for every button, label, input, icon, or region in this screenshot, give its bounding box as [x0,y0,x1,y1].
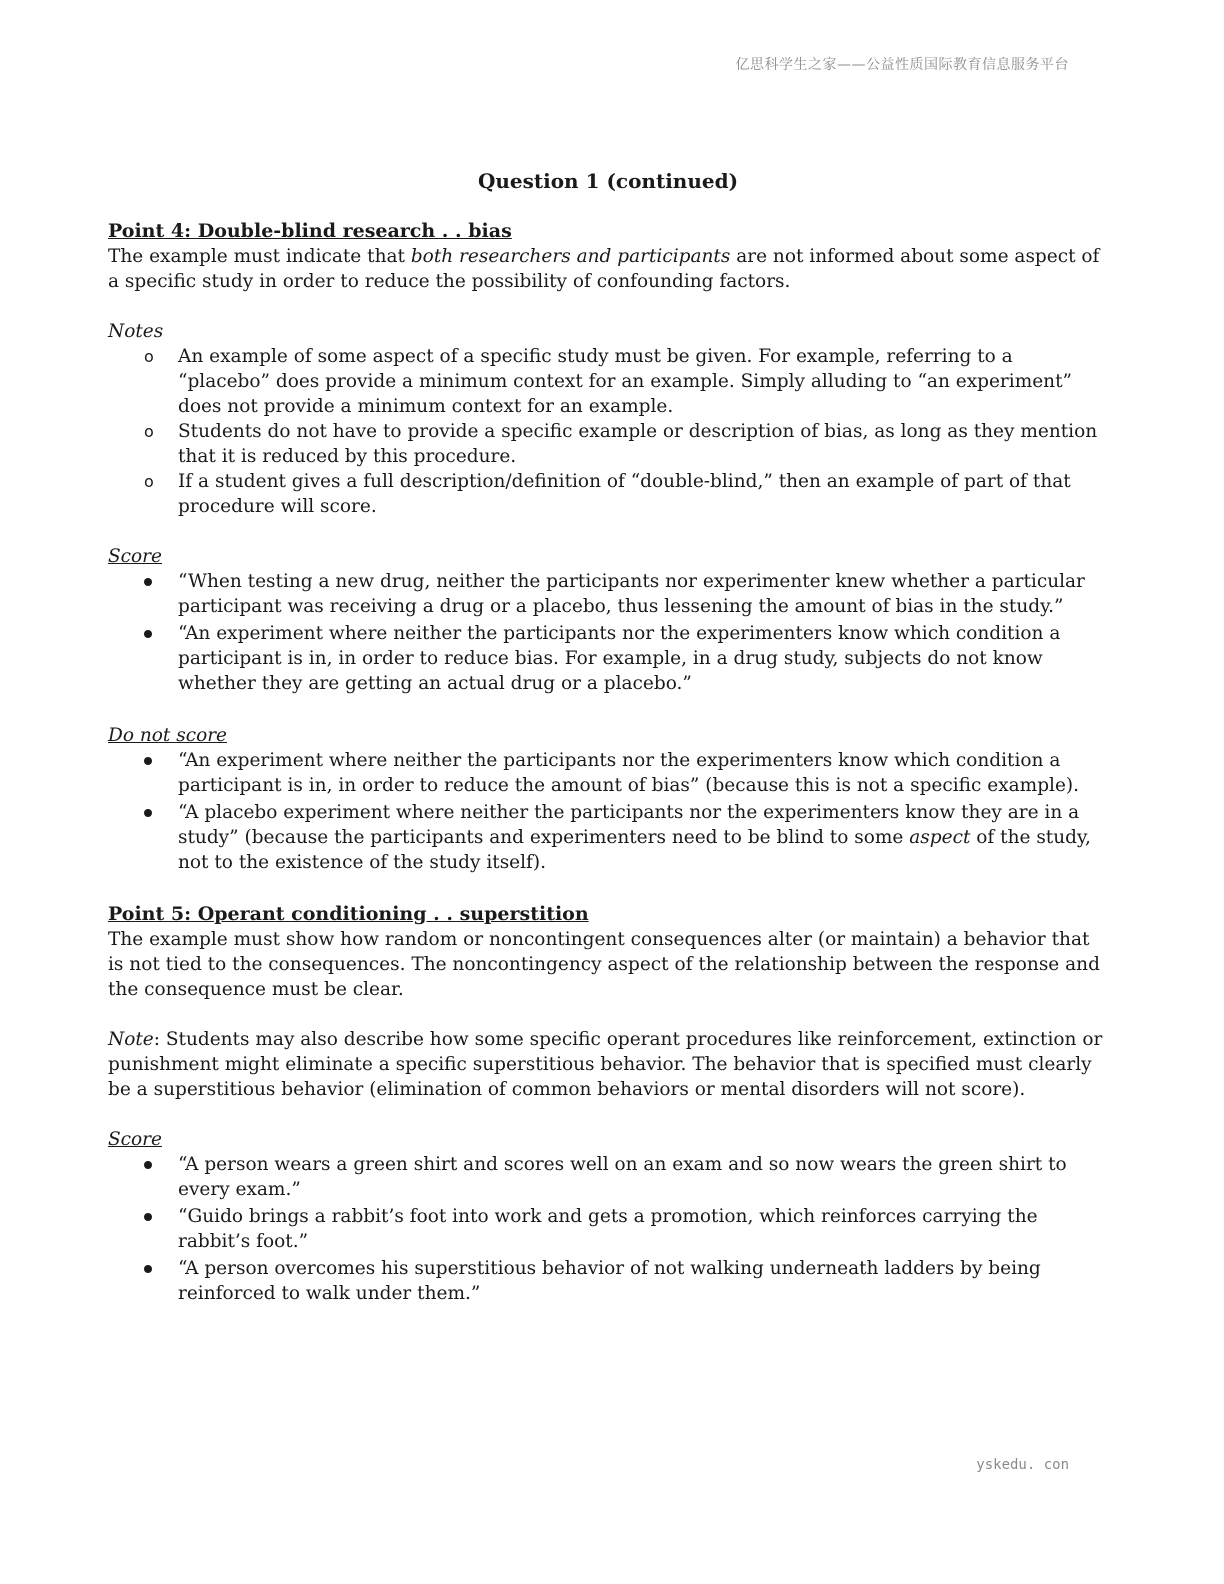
noscore-example-pre: “A placebo experiment where neither the participants nor the experimenters know they are in a study” (because the participants and experimenters need to be blind to some [178,802,1080,848]
bullet-icon [144,1161,152,1169]
list-item [108,1256,1108,1306]
list-item [108,621,1108,696]
point-5-note-label: Note [108,1029,154,1050]
list-item [108,1204,1108,1254]
point-5-section [108,902,1108,1306]
page-title: Question 1 (continued) [477,169,739,193]
note-text: An example of some aspect of a specific study must be given. For example, referring to a “placebo” does provide a minimum context for an example. Simply alluding to “an experiment” does not provide a minimum context for an example. [178,346,1072,417]
point-4-desc-emphasis: both researchers and participants [410,246,731,267]
note-text: If a student gives a full description/definition of “double-blind,” then an example of part of that procedure will score. [178,471,1071,517]
list-item [108,344,1108,419]
bullet-icon [144,630,152,638]
circle-bullet-icon: o [144,472,154,491]
point-5-score-list [108,1152,1108,1306]
score-example: “A person wears a green shirt and scores well on an exam and so now wears the green shirt to every exam.” [178,1154,1067,1200]
score-example: “When testing a new drug, neither the participants nor experimenter knew whether a particular participant was receiving a drug or a placebo, thus lessening the amount of bias in the study.” [178,571,1085,617]
bullet-icon [144,1265,152,1273]
circle-bullet-icon: o [144,422,154,441]
noscore-example: “An experiment where neither the participants nor the experimenters know which condition a participant is in, in order to reduce the amount of bias” (because this is not a specific example). [178,750,1079,796]
document-body [108,165,1108,1308]
point-4-notes-label: Notes [108,321,164,342]
point-4-desc-post: are not informed about some aspect of a specific study in order to reduce the possibility of confounding factors. [108,246,1100,292]
list-item [108,469,1108,519]
bullet-icon [144,1213,152,1221]
list-item [108,800,1108,875]
page-footer-watermark: yskedu. con [976,1457,1069,1473]
point-4-notes-list [108,344,1108,519]
point-5-note [108,1027,1108,1102]
point-4-section [108,219,1108,902]
point-4-noscore-list [108,748,1108,875]
bullet-icon [144,757,152,765]
point-4-noscore-label: Do not score [108,725,228,746]
bullet-icon [144,809,152,817]
list-item [108,1152,1108,1202]
point-4-desc-pre: The example must indicate that [108,246,411,267]
point-4-description [108,244,1108,294]
point-5-title: Point 5: Operant conditioning . . superstition [108,903,589,925]
circle-bullet-icon: o [144,347,154,366]
point-5-score-label: Score [108,1129,162,1150]
noscore-example-post: of the study, not to the existence of the study itself). [178,827,1091,873]
point-4-score-label: Score [108,546,162,567]
page-header-watermark: 亿思科学生之家——公益性质国际教育信息服务平台 [735,57,1069,73]
point-5-description: The example must show how random or noncontingent consequences alter (or maintain) a behavior that is not tied to the consequences. The noncontingency aspect of the relationship between the response and the consequence must be clear. [108,929,1100,1000]
list-item [108,419,1108,469]
score-example: “Guido brings a rabbit’s foot into work and gets a promotion, which reinforces carrying the rabbit’s foot.” [178,1206,1038,1252]
point-5-note-text: : Students may also describe how some specific operant procedures like reinforcement, extinction or punishment might eliminate a specific superstitious behavior. The behavior that is specified must clearly be a superstitious behavior (elimination of common behaviors or mental disorders will not score). [108,1029,1103,1100]
list-item [108,748,1108,798]
score-example: “A person overcomes his superstitious behavior of not walking underneath ladders by being reinforced to walk under them.” [178,1258,1041,1304]
bullet-icon [144,578,152,586]
point-4-score-list [108,569,1108,696]
point-4-title: Point 4: Double-blind research . . bias [108,220,512,242]
noscore-example-emphasis: aspect [909,827,971,848]
note-text: Students do not have to provide a specific example or description of bias, as long as they mention that it is reduced by this procedure. [178,421,1098,467]
score-example: “An experiment where neither the participants nor the experimenters know which condition a participant is in, in order to reduce bias. For example, in a drug study, subjects do not know whether they are getting an actual drug or a placebo.” [178,623,1061,694]
list-item [108,569,1108,619]
